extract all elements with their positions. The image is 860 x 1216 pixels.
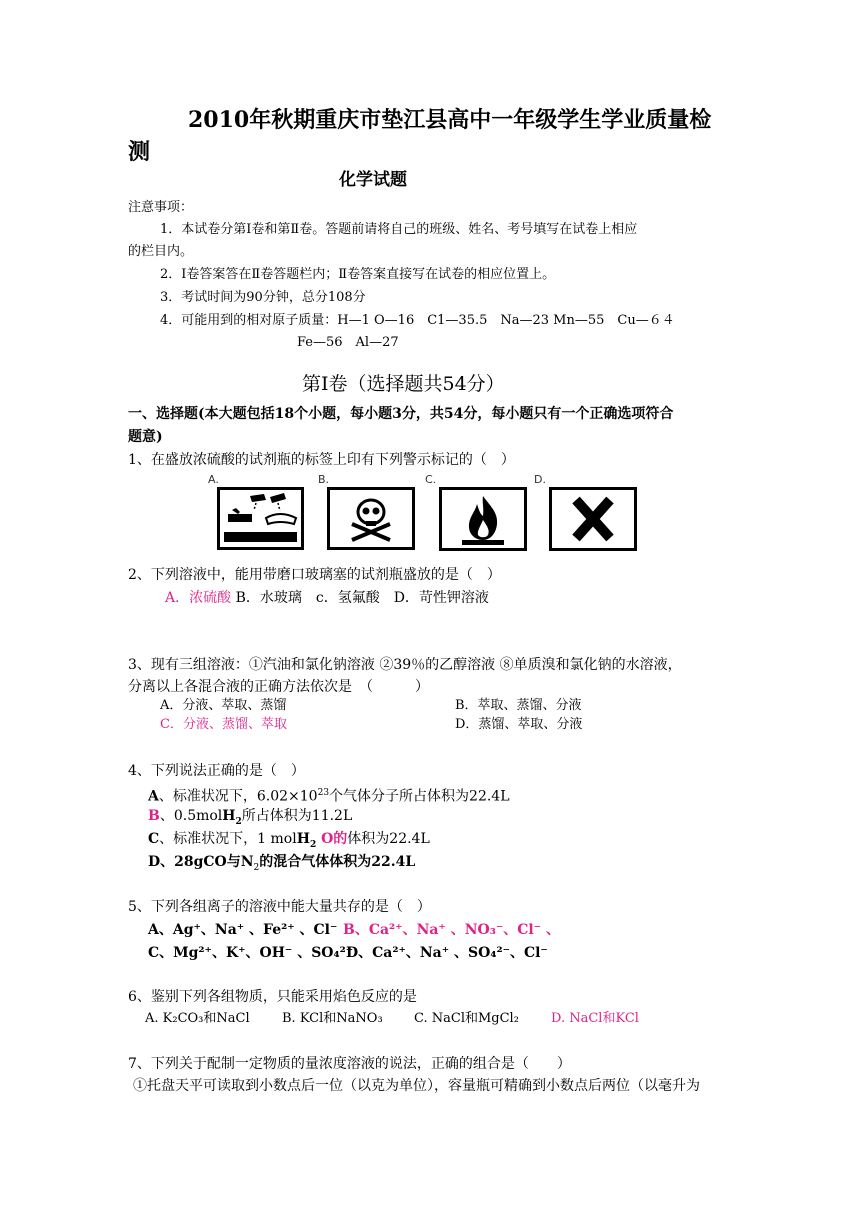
cross-icon xyxy=(549,487,637,551)
q3-option-c: C．分液、蒸馏、萃取 xyxy=(160,717,287,732)
q1-stem: 1、在盛放浓硫酸的试剂瓶的标签上印有下列警示标记的（ ） xyxy=(128,452,515,468)
q3-option-a: A．分液、萃取、蒸馏 xyxy=(160,698,287,713)
subject-title: 化学试题 xyxy=(339,170,407,190)
q4-option-c: C、标准状况下，1 molH$_2$ O的体积为22.4L xyxy=(148,831,430,850)
q6-option-c: C. NaCl和MgCl₂ xyxy=(414,1011,519,1026)
q4-option-a: A、标准状况下，$6.02\times 10^{23}$个气体分子所占体积为22.4L xyxy=(148,788,510,805)
q6-option-b: B. KCl和NaNO₃ xyxy=(282,1011,383,1026)
q3-stem-line1: 3、现有三组溶液：①汽油和氯化钠溶液 ②39％的乙醇溶液 ⑧单质溴和氯化钠的水溶液， xyxy=(128,657,682,673)
q2-option-a: A．浓硫酸 xyxy=(165,590,232,606)
q5-option-c: C、Mg²⁺、K⁺、OH⁻ 、SO₄²⁻ xyxy=(148,945,354,961)
q5-option-d: D、Ca²⁺、Na⁺ 、SO₄²⁻、Cl⁻ xyxy=(346,945,548,961)
q3-option-d: D．蒸馏、萃取、分液 xyxy=(455,717,583,732)
q1-label-a: A. xyxy=(208,473,219,486)
note-1a: 1．本试卷分第Ⅰ卷和第Ⅱ卷。答题前请将自己的班级、姓名、考号填写在试卷上相应 xyxy=(160,222,638,237)
q5-option-a: A、Ag⁺、Na⁺ 、Fe²⁺ 、Cl⁻ xyxy=(148,922,338,938)
q1-label-b: B. xyxy=(318,473,330,486)
q3-stem-line2: 分离以上各混合液的正确方法依次是 （ ） xyxy=(128,679,429,695)
q4-option-b: B、0.5molH$_2$所占体积为11.2L xyxy=(148,808,353,827)
exam-title-line1: 2010年秋期重庆市垫江县高中一年级学生学业质量检 xyxy=(188,107,712,133)
q5-option-b: B、Ca²⁺、Na⁺ 、NO₃⁻、Cl⁻ 、 xyxy=(343,922,560,938)
q7-stem: 7、下列关于配制一定物质的量浓度溶液的说法，正确的组合是（ ） xyxy=(128,1056,571,1072)
section-heading-line1: 一、选择题(本大题包括18个小题，每小题3分，共54分，每小题只有一个正确选项符合 xyxy=(128,406,674,422)
exam-title-line2: 测 xyxy=(128,139,151,165)
notes-heading: 注意事项： xyxy=(128,200,194,215)
q6-option-d: D. NaCl和KCl xyxy=(551,1011,639,1026)
q2-options xyxy=(165,588,489,608)
q2-stem: 2、下列溶液中，能用带磨口玻璃塞的试剂瓶盛放的是（ ） xyxy=(128,567,501,583)
note-1b: 的栏目内。 xyxy=(128,244,194,259)
q2-options-rest: B．水玻璃 c．氢氟酸 D．苛性钾溶液 xyxy=(235,590,489,606)
skull-icon xyxy=(327,487,415,550)
corrosive-icon xyxy=(217,487,304,550)
q1-label-d: D. xyxy=(534,473,546,486)
note-4b: Fe—56 Al—27 xyxy=(297,335,399,350)
note-2: 2．Ⅰ卷答案答在Ⅱ卷答题栏内；Ⅱ卷答案直接写在试卷的相应位置上。 xyxy=(160,267,556,282)
note-3: 3．考试时间为90分钟，总分108分 xyxy=(160,290,366,305)
q4-option-d: D、28gCO与$N_2$的混合气体体积为22.4L xyxy=(148,854,416,873)
q1-label-c: C. xyxy=(425,473,437,486)
flame-icon xyxy=(439,487,527,551)
q6-stem: 6、鉴别下列各组物质，只能采用焰色反应的是 xyxy=(128,989,417,1005)
q4-stem: 4、下列说法正确的是（ ） xyxy=(128,763,305,779)
q7-item-1: ①托盘天平可读取到小数点后一位（以克为单位），容量瓶可精确到小数点后两位（以毫升为 xyxy=(133,1078,700,1094)
section-heading-line2: 题意) xyxy=(128,429,163,445)
volume-heading: 第I卷（选择题共54分） xyxy=(302,373,505,395)
note-4a: 4．可能用到的相对原子质量：H—1 O—16 C1—35.5 Na—23 Mn—55 Cu—６４ xyxy=(160,313,675,328)
q6-option-a: A. K₂CO₃和NaCl xyxy=(145,1011,250,1026)
q3-option-b: B．萃取、蒸馏、分液 xyxy=(455,698,582,713)
q5-stem: 5、下列各组离子的溶液中能大量共存的是（ ） xyxy=(128,899,431,915)
